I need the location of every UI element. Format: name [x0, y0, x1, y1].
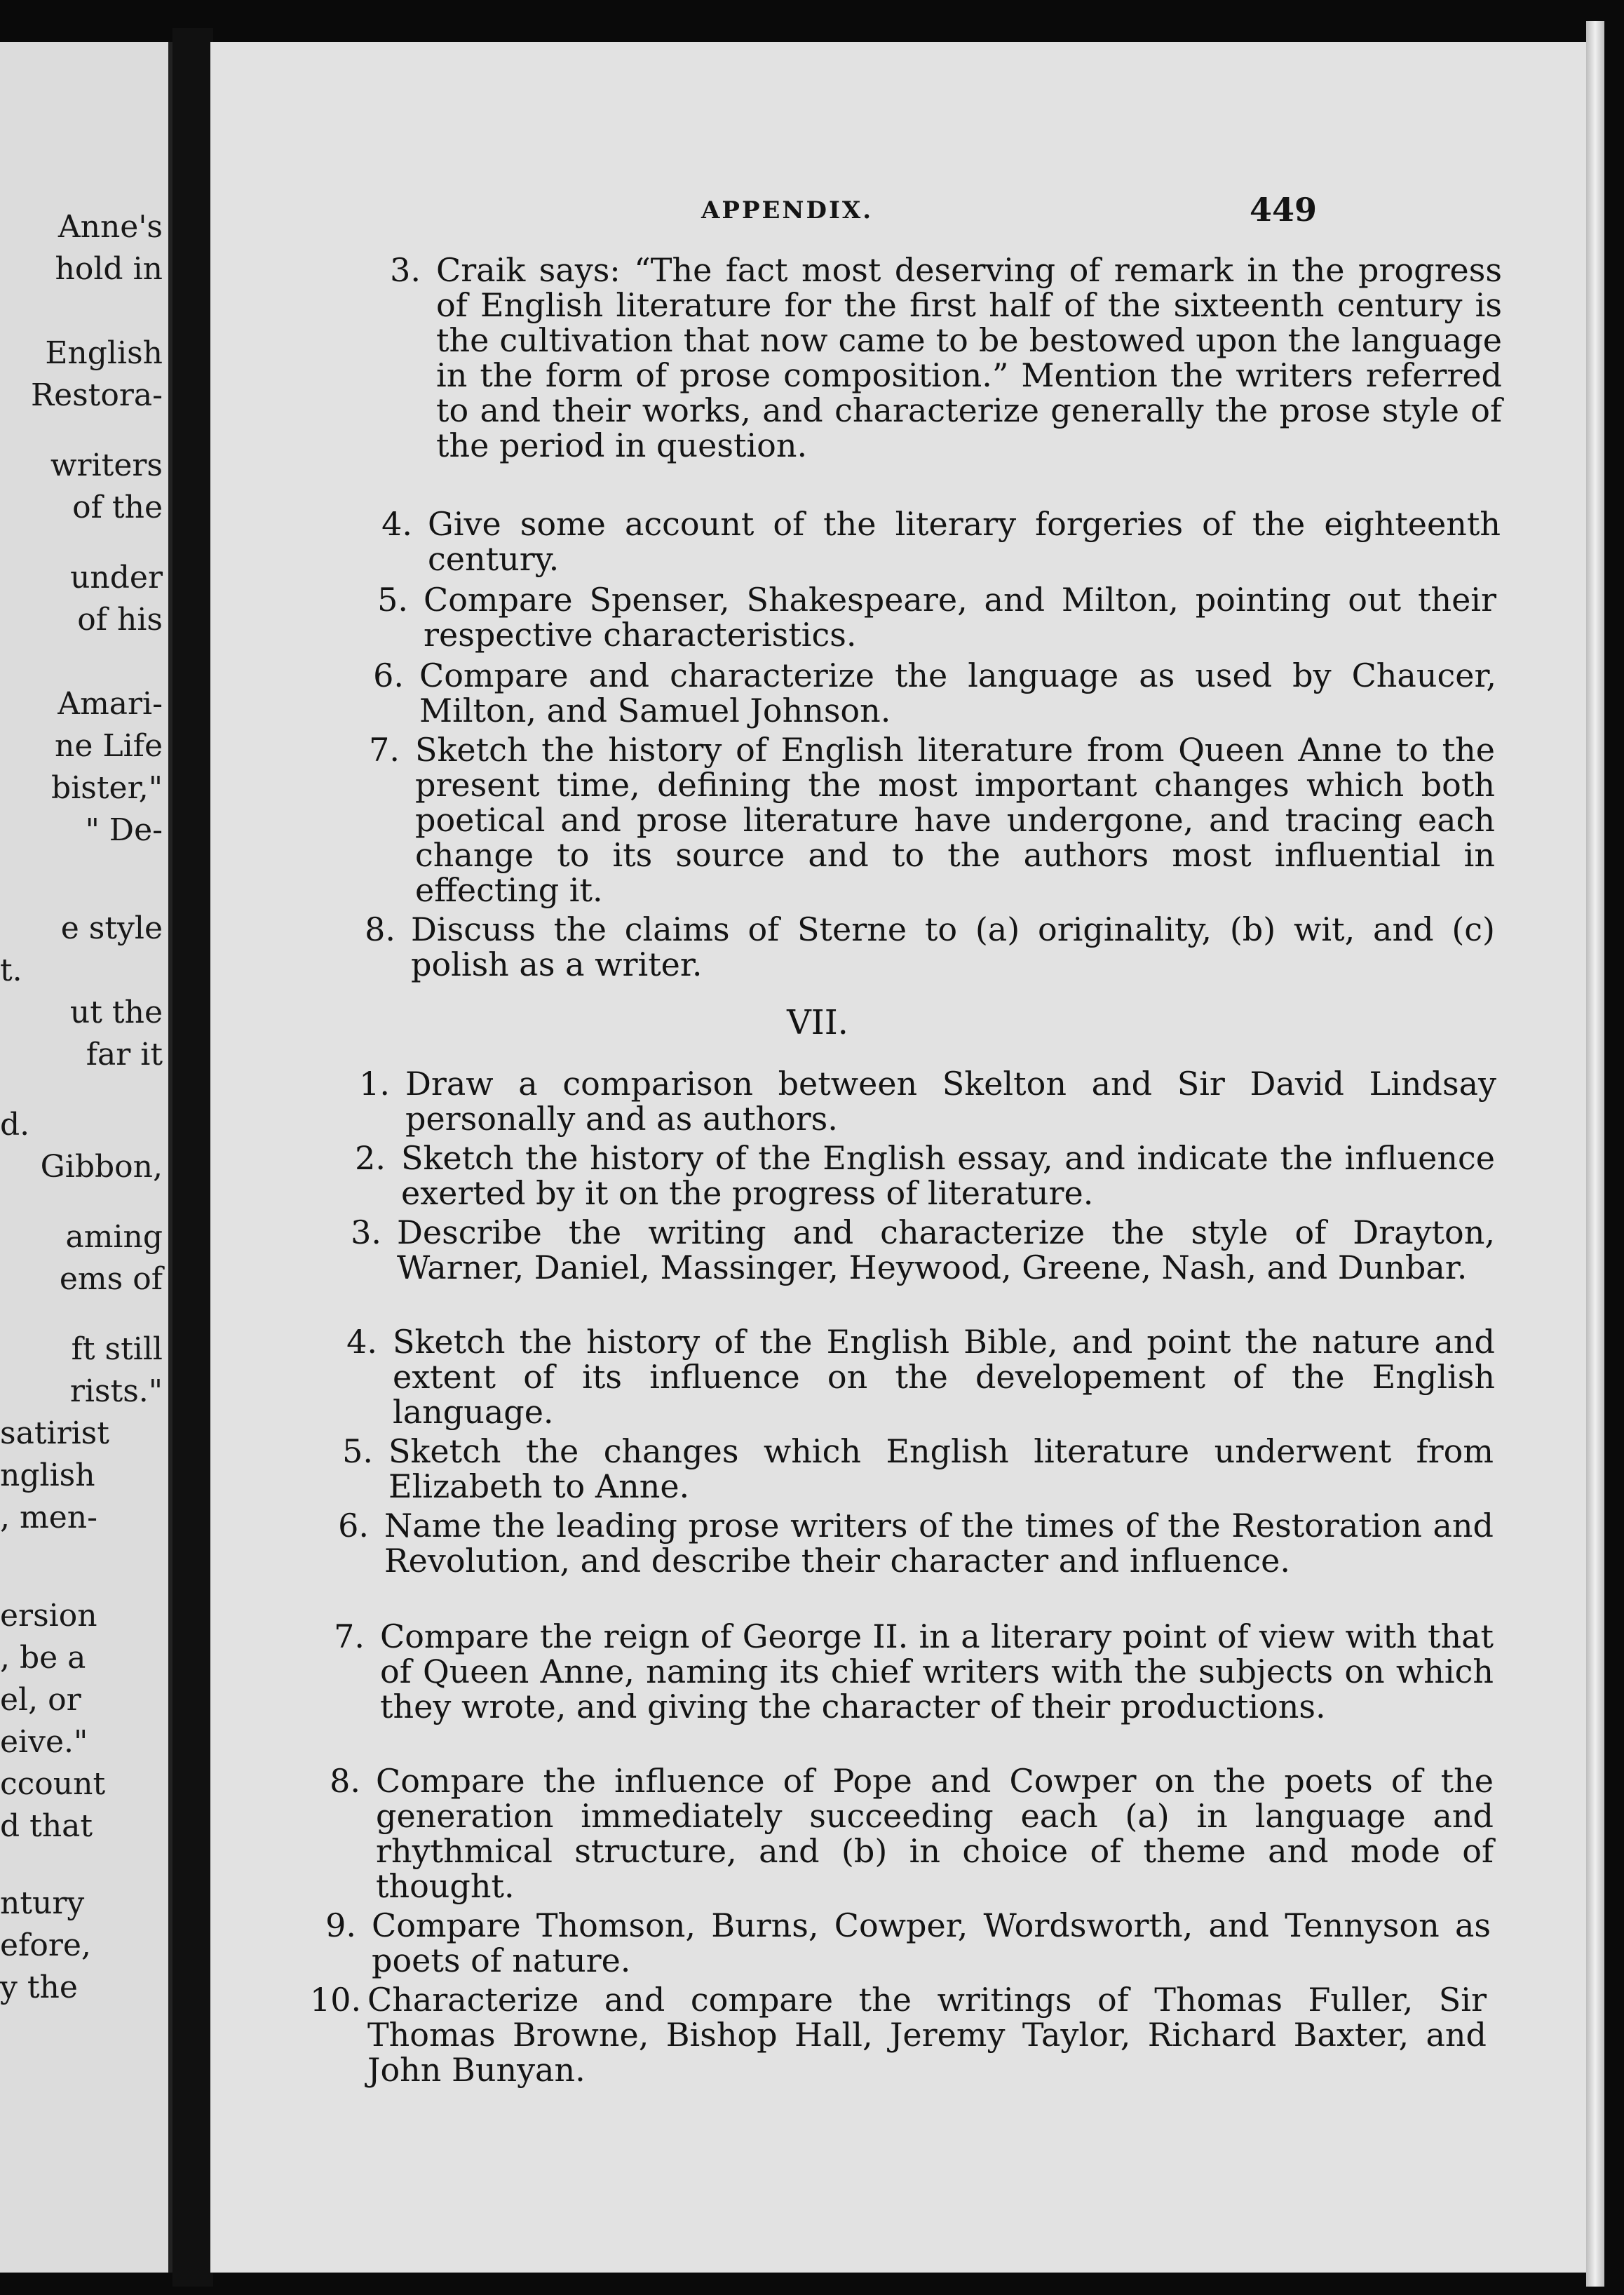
left-page-fragment: eive.": [0, 1724, 88, 1760]
question-number: 9.: [325, 1906, 356, 1944]
question-number: 2.: [355, 1139, 386, 1177]
question-vii-6: [327, 1508, 1495, 1613]
left-page-fragment: of the: [72, 490, 163, 525]
question-text: Sketch the changes which English literature underwent from Elizabeth to Anne.: [388, 1432, 1494, 1505]
left-page-fragment: e style: [60, 910, 163, 946]
left-facing-page: [0, 42, 172, 2273]
left-page-fragment: " De-: [85, 812, 163, 848]
left-page-fragment: t.: [0, 953, 22, 988]
question-number: 6.: [373, 657, 404, 694]
left-page-fragment: ft still: [71, 1331, 163, 1367]
question-text: Draw a comparison between Skelton and Sir David Lindsay personally and as authors.: [405, 1065, 1496, 1138]
question-vi-5: [366, 582, 1499, 652]
question-vii-4: [335, 1324, 1496, 1429]
running-head: APPENDIX.: [701, 196, 874, 224]
question-vii-7: [323, 1619, 1495, 1759]
question-text: Name the leading prose writers of the times of the Restoration and Revolution, and describe their character and influence.: [384, 1507, 1494, 1580]
left-page-fragment: ems of: [59, 1261, 163, 1297]
left-page-fragment: , men-: [0, 1500, 97, 1535]
left-page-fragment: Restora-: [30, 377, 163, 413]
question-text: Give some account of the literary forgeries of the eighteenth century.: [428, 505, 1501, 578]
left-page-fragment: ccount: [0, 1766, 106, 1802]
question-vii-1: [348, 1066, 1498, 1136]
page-edge: [1586, 21, 1604, 2287]
question-number: 1.: [359, 1065, 390, 1103]
question-text: Describe the writing and characterize the style of Drayton, Warner, Daniel, Massinger, Heywood, Greene, Nash, and Dunbar.: [397, 1213, 1495, 1286]
left-page-fragment: of his: [77, 602, 163, 638]
question-vi-7: [358, 732, 1496, 908]
left-page-fragment: satirist: [0, 1415, 109, 1451]
left-page-fragment: el, or: [0, 1682, 81, 1718]
question-text: Sketch the history of the English essay, and indicate the influence exerted by it on the progress of literature.: [401, 1139, 1495, 1212]
page-header: [210, 191, 1593, 245]
question-vii-2: [344, 1140, 1498, 1211]
question-number: 8.: [365, 910, 395, 948]
left-page-fragment: d that: [0, 1808, 93, 1844]
left-page-fragment: ut the: [69, 995, 163, 1030]
section-heading-vii: VII.: [787, 1003, 848, 1042]
left-page-fragment: , be a: [0, 1640, 86, 1676]
question-text: Characterize and compare the writings of Thomas Fuller, Sir Thomas Browne, Bishop Hall, Jeremy Taylor, Richard Baxter, and John Bunyan.: [367, 1981, 1487, 2089]
question-number: 4.: [346, 1323, 377, 1361]
question-text: Compare Spenser, Shakespeare, and Milton, pointing out their respective characteristics.: [424, 581, 1496, 654]
question-text: Craik says: “The fact most deserving of remark in the progress of English literature for the first half of the sixteenth century is the cultivation that now came to be bestowed upon the language in the form of prose composition.” Mention the writers referred to and their works, and characterize generally the prose style of the period in question.: [436, 251, 1502, 464]
question-vi-8: [353, 912, 1496, 982]
question-vi-6: [362, 658, 1498, 728]
question-number: 7.: [369, 731, 400, 769]
question-text: Sketch the history of English literature from Queen Anne to the present time, defining the most important changes which both poetical and prose literature have undergone, and tracing each change to its source and to the authors most influential in effecting it.: [415, 731, 1495, 909]
question-number: 3.: [351, 1213, 381, 1251]
left-page-fragment: rists.": [69, 1373, 163, 1409]
left-page-fragment: Gibbon,: [40, 1149, 163, 1185]
question-number: 4.: [381, 505, 412, 543]
left-page-fragment: English: [45, 335, 163, 371]
question-text: Compare the reign of George II. in a literary point of view with that of Queen Anne, naming its chief writers with the subjects on which they wrote, and giving the character of their productions.: [380, 1617, 1494, 1725]
left-page-fragment: efore,: [0, 1927, 91, 1963]
question-text: Sketch the history of the English Bible, and point the nature and extent of its influence on the developement of the English language.: [393, 1323, 1495, 1431]
question-vii-10: [310, 1982, 1488, 2087]
question-text: Compare the influence of Pope and Cowper on the poets of the generation immediately succeeding each (a) in language and rhythmical structure, and (b) in choice of theme and mode of thought.: [376, 1762, 1494, 1905]
question-vii-5: [331, 1434, 1495, 1504]
question-vii-9: [314, 1908, 1492, 1978]
question-vii-3: [339, 1215, 1496, 1320]
question-vi-4: [370, 506, 1499, 577]
left-page-fragment: ne Life: [55, 728, 163, 764]
question-number: 10.: [310, 1981, 362, 2019]
question-number: 8.: [330, 1762, 360, 1800]
question-text: Discuss the claims of Sterne to (a) originality, (b) wit, and (c) polish as a writer.: [411, 910, 1495, 983]
left-page-fragment: writers: [50, 447, 163, 483]
left-page-fragment: Amari-: [57, 686, 163, 722]
book-page: [210, 42, 1593, 2273]
question-text: Compare Thomson, Burns, Cowper, Wordsworth, and Tennyson as poets of nature.: [372, 1906, 1491, 1979]
book-gutter: [172, 28, 213, 2287]
question-number: 5.: [377, 581, 408, 619]
left-page-fragment: bister,": [51, 770, 163, 806]
left-page-fragment: far it: [86, 1037, 163, 1072]
left-page-fragment: d.: [0, 1107, 30, 1143]
question-number: 7.: [334, 1617, 365, 1655]
question-number: 3.: [390, 251, 421, 289]
left-page-fragment: Anne's: [57, 209, 163, 245]
left-page-fragment: nglish: [0, 1458, 95, 1493]
question-vi-3: [379, 253, 1501, 484]
left-page-fragment: hold in: [55, 251, 163, 287]
left-page-fragment: y the: [0, 1970, 78, 2005]
page-number: 449: [1250, 191, 1318, 229]
left-page-fragment: ersion: [0, 1598, 97, 1634]
question-number: 6.: [338, 1507, 369, 1544]
question-text: Compare and characterize the language as used by Chaucer, Milton, and Samuel Johnson.: [419, 657, 1496, 729]
question-number: 5.: [342, 1432, 373, 1470]
question-vii-8: [318, 1763, 1495, 1904]
left-page-fragment: ntury: [0, 1885, 85, 1921]
left-page-fragment: aming: [65, 1219, 163, 1255]
left-page-fragment: under: [70, 560, 163, 595]
